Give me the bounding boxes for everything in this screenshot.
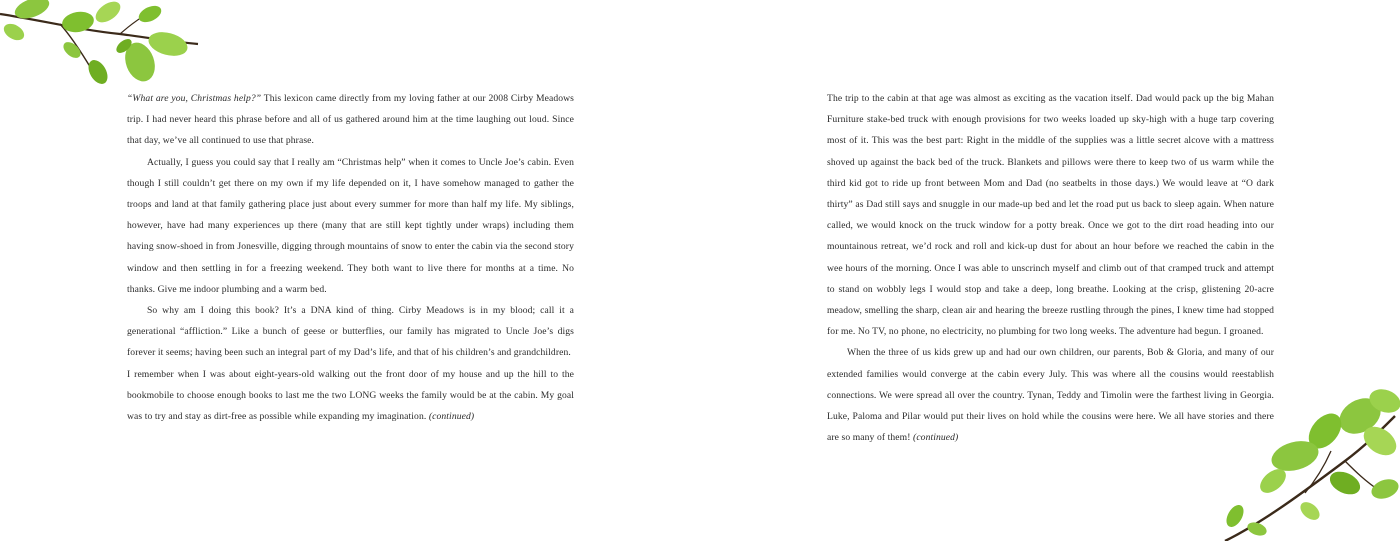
paragraph (127, 88, 574, 152)
paragraph (127, 364, 574, 428)
continued-label: (continued) (428, 411, 475, 423)
leafy-branch-icon (1195, 371, 1400, 541)
paragraph-lead: “What are you, Christmas help?” (127, 93, 262, 104)
paragraph: The trip to the cabin at that age was almost as exciting as the vacation itself. Dad would pack up the big Mahan Furniture stake-bed truck with enough provisions for two weeks loaded up sky-high with a huge tarp covering most of it. This was the best part: Right in the middle of the supplies was a little secret alcove with a mattress shoved up against the back bed of the truck. Blankets and pillows were there to keep two of us warm while the third kid got to ride up front between Mom and Dad (no seatbelts in those days.) We would leave at “O dark thirty” as Dad still says and snuggle in our made-up bed and let the road put us back to sleep again. When nature called, we would knock on the truck window for a potty break. Once we got to the dirt road heading into our mountainous retreat, we’d rock and roll and kick-up dust for about an hour before we reached the cabin in the wee hours of the morning. Once I was able to unscrinch myself and climb out of that cramped truck and attempt to stand on wobbly legs I would stop and take a deep, long breathe. Looking at the crisp, glistening 20-acre meadow, smelling the sharp, clean air and hearing the breeze rustling through the pines, I knew time had stopped for me. No TV, no phone, no electricity, no plumbing for two long weeks. The adventure had begun. I groaned. (827, 93, 1274, 338)
continued-label: (continued) (913, 432, 959, 444)
paragraph-text: This lexicon came directly from my loving father at our 2008 Cirby Meadows trip. I had never heard this phrase before and all of us gathered around him at the time laughing out loud. Since that day, we’ve all continued to use that phrase. (127, 93, 574, 147)
left-page (127, 88, 574, 427)
paragraph-text: I remember when I was about eight-years-old walking out the front door of my house and up the hill to the bookmobile to choose enough books to last me the two LONG weeks the family would be at the cabin. My goal was to try and stay as dirt-free as possible while expanding my imagination. (127, 368, 574, 423)
paragraph: So why am I doing this book? It’s a DNA kind of thing. Cirby Meadows is in my blood; call it a generational “affliction.” Like a bunch of geese or butterflies, our family has migrated to Uncle Joe’s digs forever it seems; having been such an integral part of my Dad’s life, and that of his children’s and grandchildren. (127, 305, 574, 359)
paragraph: Actually, I guess you could say that I really am “Christmas help” when it comes to Uncle Joe’s cabin. Even though I still couldn’t get there on my own if my life depended on it, I have somehow managed to gather the troops and land at that family gathering place just about every summer for more than half my life. My siblings, however, have had many experiences up there (many that are still kept tightly under wraps) including them having snow-shoed in from Jonesville, digging through mountains of snow to enter the cabin via the second story window and then settling in for a freezing weekend. They both want to live there for months at a time. No thanks. Give me indoor plumbing and a warm bed. (127, 156, 574, 295)
leafy-branch-icon (0, 0, 200, 92)
paragraph-text: When the three of us kids grew up and had our own children, our parents, Bob & Gloria, and many of our extended families would converge at the cabin every July. This was where all the cousins would reestablish connections. We were spread all over the country. Tynan, Teddy and Timolin were the farthest living in Georgia. Luke, Paloma and Pilar would put their lives on hold while the cousins were here. We all have stories and there are so many of them! (827, 347, 1274, 444)
